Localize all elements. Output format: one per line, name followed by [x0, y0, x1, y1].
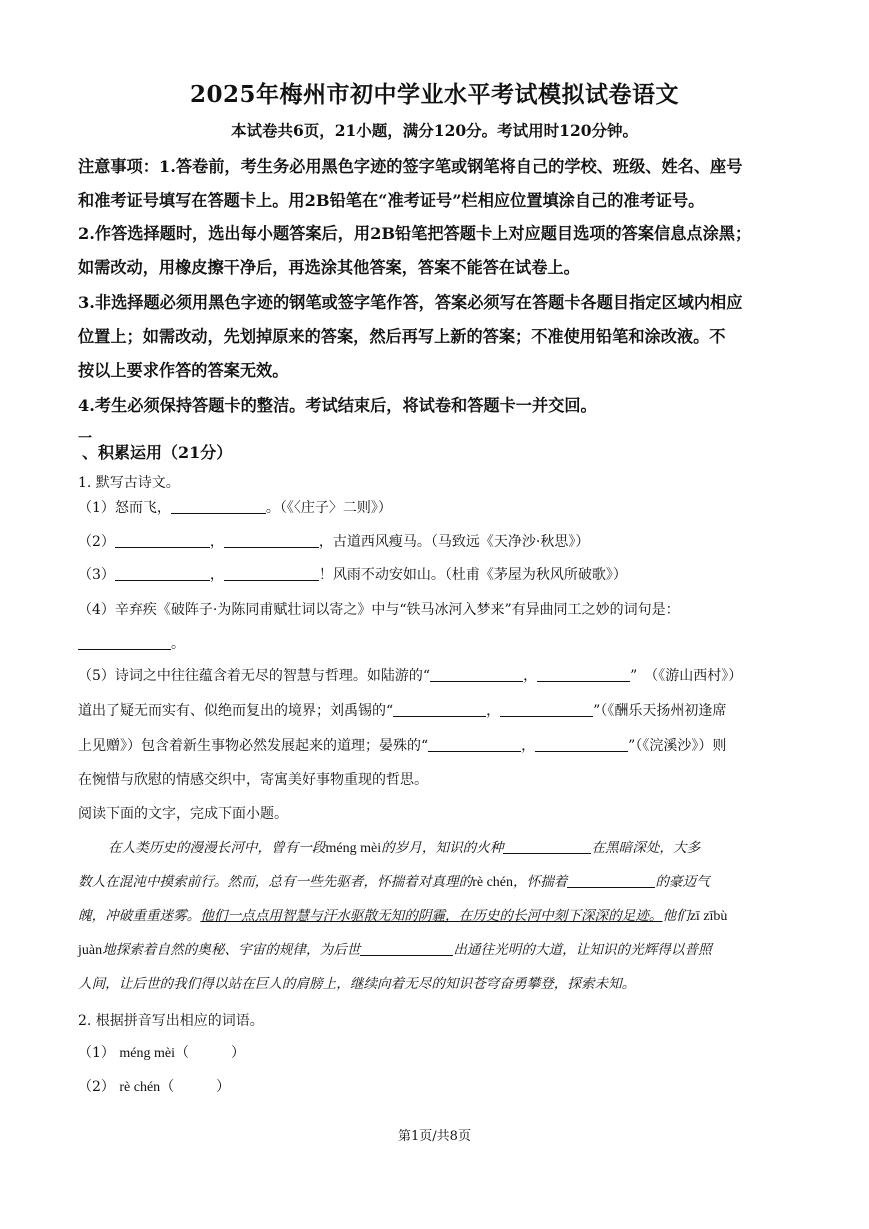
passage-line: [78, 872, 790, 893]
question-1-item-5-line: 在惋惜与欣慰的情感交织中，寄寓美好事物重现的哲思。: [78, 772, 428, 788]
question-1-item-5-line: [78, 701, 726, 721]
pinyin: juàn: [78, 943, 103, 958]
question-2-stem: 2. 根据拼音写出相应的词语。: [78, 1013, 264, 1029]
item-text: （2）: [78, 534, 115, 550]
section-heading: 、积累运用（21分）: [82, 443, 233, 462]
exam-title: 2025年梅州市初中学业水平考试模拟试卷语文: [189, 81, 679, 108]
notice-line: 和准考证号填写在答题卡上。用2B铅笔在“准考证号”栏相应位置填涂自己的准考证号。: [78, 191, 705, 210]
item-text: ” （《游山西村》）: [630, 668, 743, 684]
passage-text: 的豪迈气: [655, 874, 710, 890]
passage-line: 人间，让后世的我们得以站在巨人的肩膀上，继续向着无尽的知识苍穹奋勇攀登，探索未知。: [78, 976, 636, 992]
item-text: ，: [523, 668, 538, 684]
question-1-item-3: [78, 565, 627, 585]
question-2-item-2: [78, 1077, 230, 1098]
passage-line: [78, 906, 790, 927]
notice-line: 2.作答选择题时，选出每小题答案后，用2B铅笔把答题卡上对应题目选项的答案信息点涂黑；: [78, 224, 752, 243]
answer-blank[interactable]: [567, 873, 655, 888]
passage-line: [108, 838, 820, 859]
pinyin: rè chén: [119, 1080, 161, 1095]
question-1-item-4: （4）辛弃疾《破阵子·为陈同甫赋壮词以寄之》中与“铁马冰河入梦来”有异曲同工之妙的词句是：: [78, 602, 680, 618]
notice-line: 位置上；如需改动，先划掉原来的答案，然后再写上新的答案；不准使用铅笔和涂改液。不: [78, 327, 726, 346]
item-text: 。（《〈庄子〉二则》）: [265, 500, 392, 516]
item-text: ，: [486, 703, 501, 719]
passage-text: 他们: [662, 908, 690, 924]
passage-text: 在人类历史的漫漫长河中，曾有一段: [108, 840, 326, 856]
item-text: （1）怒而飞，: [78, 500, 171, 516]
passage-text: 出通往光明的大道，让知识的光辉得以普照: [453, 942, 712, 958]
question-1-item-2: [78, 532, 589, 552]
passage-text: 数人在混沌中摸索前行。然而，总有一些先驱者，怀揣着对真理的: [78, 874, 473, 890]
item-text: ”（《酬乐天扬州初逢席: [593, 703, 727, 719]
pinyin: zī zībù: [689, 909, 728, 924]
notice-line: 如需改动，用橡皮擦干净后，再选涂其他答案，答案不能答在试卷上。: [78, 258, 580, 277]
pinyin: méng mèi: [119, 1046, 175, 1061]
item-text: 。: [171, 636, 185, 652]
passage-text: 在黑暗深处，大多: [591, 840, 701, 856]
answer-blank[interactable]: [500, 702, 593, 717]
item-text: ，古道西风瘦马。（马致远《天净沙·秋思》）: [318, 534, 590, 550]
passage-text: 地探索着自然的奥秘、宇宙的规律，为后世: [102, 942, 361, 958]
item-text: 道出了疑无而实有、似绝而复出的境界；刘禹锡的“: [78, 703, 394, 719]
section-number: 一: [78, 431, 92, 447]
answer-blank[interactable]: [224, 533, 319, 548]
passage-text: 魄，冲破重重迷雾。: [78, 908, 201, 924]
pinyin: rè chén: [472, 875, 514, 890]
notice-line: 4.考生必须保持答题卡的整洁。考试结束后，将试卷和答题卡一并交回。: [78, 396, 597, 415]
answer-parentheses[interactable]: （ ）: [160, 1079, 231, 1095]
item-text: ，: [521, 738, 536, 754]
question-1-stem: 1. 默写古诗文。: [78, 475, 180, 491]
question-2-item-1: [78, 1043, 245, 1064]
answer-blank[interactable]: [78, 635, 171, 650]
item-number: （2）: [78, 1079, 115, 1095]
passage-text: 的岁月，知识的火种: [381, 840, 504, 856]
answer-blank[interactable]: [171, 499, 266, 514]
item-number: （1）: [78, 1045, 115, 1061]
answer-blank[interactable]: [115, 533, 210, 548]
item-text: ”（《浣溪沙》）则: [628, 738, 727, 754]
item-text: ！风雨不动安如山。（杜甫《茅屋为秋风所破歌》）: [318, 567, 627, 583]
question-1-item-4-answer: [78, 634, 185, 654]
passage-text: ，怀揣着: [513, 874, 568, 890]
underlined-sentence: 他们一点点用智慧与汗水驱散无知的阴霾，在历史的长河中刻下深深的足迹。: [200, 908, 663, 924]
item-text: （3）: [78, 567, 115, 583]
answer-blank[interactable]: [428, 737, 521, 752]
question-1-item-5-line: [78, 666, 742, 686]
answer-blank[interactable]: [535, 737, 628, 752]
item-text: ，: [209, 567, 224, 583]
pinyin: méng mèi: [325, 841, 382, 856]
answer-parentheses[interactable]: （ ）: [174, 1045, 245, 1061]
answer-blank[interactable]: [537, 667, 630, 682]
page-footer: 第1页/共8页: [398, 1129, 471, 1144]
answer-blank[interactable]: [430, 667, 523, 682]
item-text: ，: [209, 534, 224, 550]
answer-blank[interactable]: [115, 566, 210, 581]
question-1-item-5-line: [78, 736, 726, 756]
reading-instruction: 阅读下面的文字，完成下面小题。: [78, 806, 288, 822]
question-1-item-1: [78, 498, 392, 518]
notice-line: 3.非选择题必须用黑色字迹的钢笔或签字笔作答，答案必须写在答题卡各题目指定区域内相应: [78, 293, 743, 312]
answer-blank[interactable]: [393, 702, 486, 717]
notice-line: 按以上要求作答的答案无效。: [78, 361, 289, 380]
item-text: （5）诗词之中往往蕴含着无尽的智慧与哲理。如陆游的“: [78, 668, 431, 684]
exam-subtitle: 本试卷共6页，21小题，满分120分。考试用时120分钟。: [230, 121, 639, 140]
notice-line: 注意事项：1.答卷前，考生务必用黑色字迹的签字笔或钢笔将自己的学校、班级、姓名、座号: [78, 157, 743, 176]
answer-blank[interactable]: [360, 941, 453, 956]
item-text: 上见赠》）包含着新生事物必然发展起来的道理；晏殊的“: [78, 738, 429, 754]
passage-line: [78, 940, 790, 961]
answer-blank[interactable]: [224, 566, 319, 581]
answer-blank[interactable]: [503, 839, 591, 854]
